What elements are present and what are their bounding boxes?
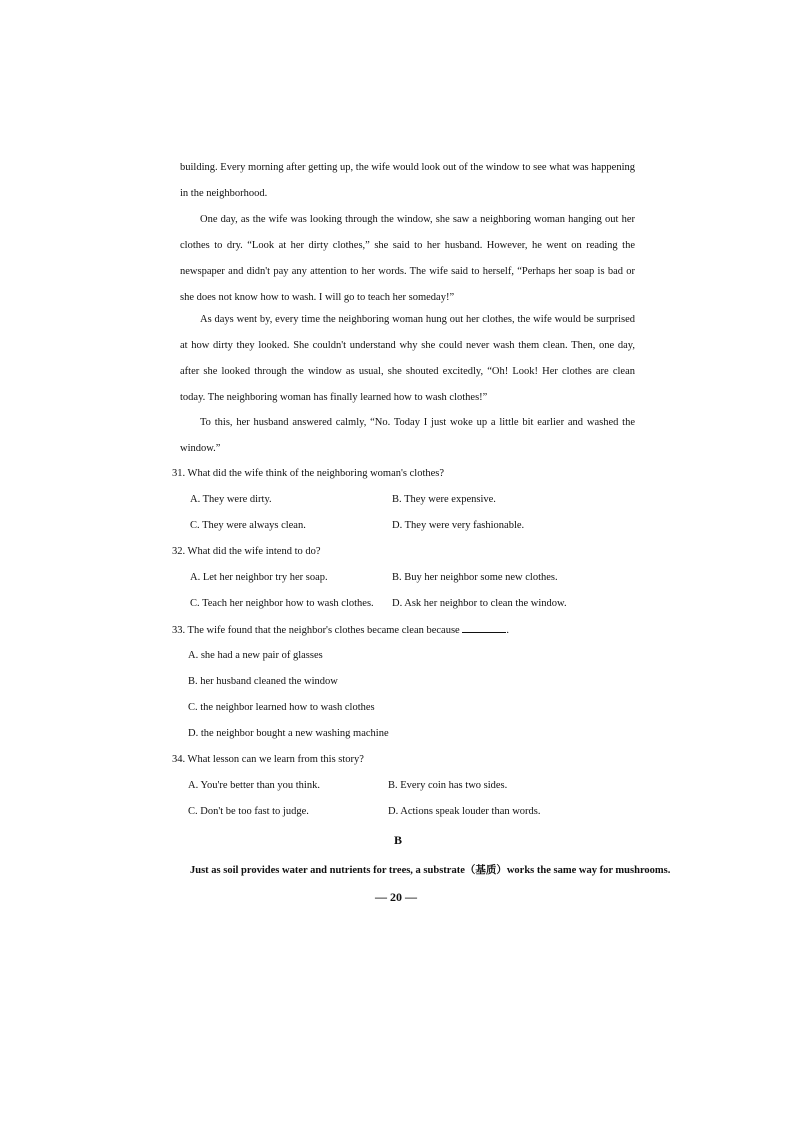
question-32-stem: 32. What did the wife intend to do?: [172, 546, 321, 557]
passage-paragraph-4: To this, her husband answered calmly, “No. Today I just woke up a little bit earlier and washed the window.”: [180, 417, 635, 454]
question-31-option-c: C. They were always clean.: [190, 520, 306, 531]
question-31-option-d: D. They were very fashionable.: [392, 520, 525, 531]
question-34-option-a: A. You're better than you think.: [188, 780, 320, 791]
answer-blank: [462, 624, 506, 633]
question-32-option-d: D. Ask her neighbor to clean the window.: [392, 598, 567, 609]
passage-paragraph-1: building. Every morning after getting up, the wife would look out of the window to see what was happening in the neighborhood.: [180, 162, 635, 199]
passage-paragraph-3: As days went by, every time the neighboring woman hung out her clothes, the wife would be surprised at how dirty they looked. She couldn't understand why she could never wash them clean. Then, one day, after she looked through the window as usual, she shouted excitedly, “Oh! Look! Her clothes are clean today. The neighboring woman has finally learned how to wash clothes!”: [180, 314, 635, 403]
question-32-option-c: C. Teach her neighbor how to wash clothes.: [190, 598, 374, 609]
section-b-first-line: Just as soil provides water and nutrients for trees, a substrate（基质）works the same way for mushrooms.: [190, 865, 671, 876]
question-33-option-b: B. her husband cleaned the window: [188, 676, 338, 687]
page-number: — 20 —: [375, 890, 417, 904]
question-32-option-a: A. Let her neighbor try her soap.: [190, 572, 328, 583]
question-33-option-a: A. she had a new pair of glasses: [188, 650, 323, 661]
passage-paragraph-2: One day, as the wife was looking through the window, she saw a neighboring woman hanging out her clothes to dry. “Look at her dirty clothes,” she said to her husband. However, he went on reading the newspaper and didn't pay any attention to her words. The wife said to herself, “Perhaps her soap is bad or she does not know how to wash. I will go to teach her someday!”: [180, 214, 635, 303]
question-33-option-c: C. the neighbor learned how to wash clothes: [188, 702, 375, 713]
question-34-option-d: D. Actions speak louder than words.: [388, 806, 541, 817]
question-34-option-b: B. Every coin has two sides.: [388, 780, 508, 791]
question-34-stem: 34. What lesson can we learn from this story?: [172, 754, 364, 765]
question-33-stem-line: [172, 624, 509, 636]
section-b-heading: B: [394, 833, 403, 847]
question-34-option-c: C. Don't be too fast to judge.: [188, 806, 309, 817]
question-31-option-a: A. They were dirty.: [190, 494, 272, 505]
question-31-stem: 31. What did the wife think of the neighboring woman's clothes?: [172, 468, 445, 479]
question-33-option-d: D. the neighbor bought a new washing machine: [188, 728, 389, 739]
question-33-stem: 33. The wife found that the neighbor's clothes became clean because: [172, 625, 460, 636]
question-31-option-b: B. They were expensive.: [392, 494, 496, 505]
question-33-stem-end: .: [506, 625, 509, 636]
question-32-option-b: B. Buy her neighbor some new clothes.: [392, 572, 558, 583]
